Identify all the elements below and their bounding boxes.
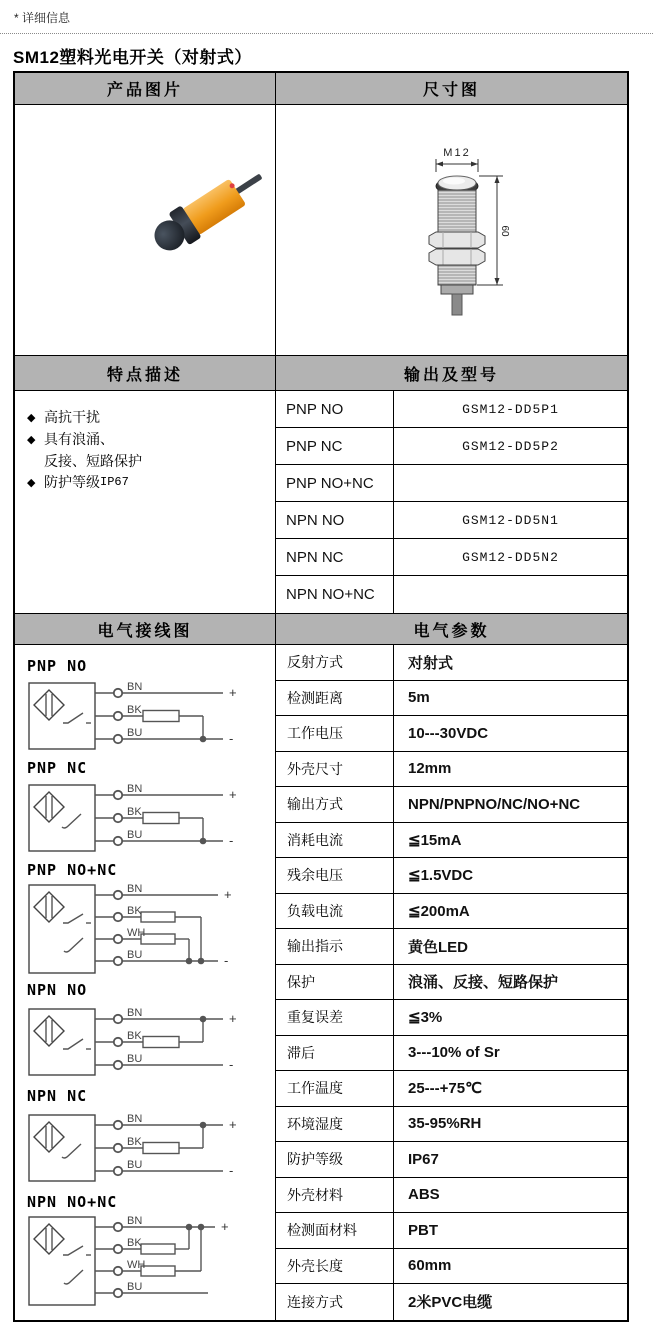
params-table	[276, 645, 627, 1320]
table-row	[276, 1000, 627, 1036]
wire-label-bn: BN	[127, 681, 143, 693]
output-models-header: 输出及型号	[276, 356, 627, 391]
model-number: GSM12-DD5P1	[462, 401, 559, 417]
output-type: PNP NC	[276, 428, 394, 464]
diagram-title: PNP NC	[27, 759, 88, 777]
output-type: NPN NO+NC	[276, 576, 394, 613]
wiring-header: 电气接线图	[15, 614, 276, 645]
param-value: IP67	[408, 1150, 439, 1168]
minus-label: -	[229, 731, 234, 746]
table-row	[276, 752, 627, 788]
table-row	[276, 1213, 627, 1249]
param-value: NPN/PNPNO/NC/NO+NC	[408, 795, 581, 813]
wire-label-bk: BK	[127, 1237, 142, 1249]
wire-label-bn: BN	[127, 783, 143, 795]
thread-size-label: M12	[443, 147, 471, 159]
feature-text: 防护等级	[44, 474, 100, 490]
wire-label-bu: BU	[127, 727, 143, 739]
table-row	[276, 1178, 627, 1214]
wiring-diagrams	[15, 645, 276, 1320]
features-header: 特点描述	[15, 356, 276, 391]
plus-label: +	[229, 1117, 237, 1132]
param-label: 输出方式	[276, 787, 394, 822]
feature-line	[27, 451, 269, 472]
minus-label: -	[229, 1163, 234, 1178]
param-label: 工作温度	[276, 1071, 394, 1106]
plus-label: +	[224, 887, 232, 902]
wiring-diagram-npn-nc	[23, 1087, 275, 1191]
param-label: 输出指示	[276, 929, 394, 964]
param-label: 环境湿度	[276, 1107, 394, 1142]
param-value: 对射式	[408, 654, 454, 672]
features-list	[15, 391, 276, 613]
table-row	[276, 1036, 627, 1072]
section1-header-row	[15, 73, 627, 105]
plus-label: +	[229, 1011, 237, 1026]
diagram-title: PNP NO	[27, 657, 88, 675]
section1-body-row	[15, 105, 627, 356]
wire-label-bu: BU	[127, 1159, 143, 1171]
sensor-product-photo	[146, 158, 273, 260]
wire-label-wh: WH	[127, 1259, 146, 1271]
diamond-bullet-icon: ◆	[27, 434, 36, 446]
wire-label-bk: BK	[127, 1030, 142, 1042]
table-row	[276, 539, 627, 576]
page-title: SM12塑料光电开关（对射式）	[13, 48, 252, 67]
param-value: ABS	[408, 1186, 440, 1204]
section2-body-row	[15, 391, 627, 614]
table-row	[276, 858, 627, 894]
param-label: 检测距离	[276, 681, 394, 716]
dimension-diagram	[393, 145, 563, 317]
wiring-diagram-npn-no	[23, 981, 275, 1085]
params-header: 电气参数	[276, 614, 627, 645]
table-row	[276, 1284, 627, 1320]
dimension-header: 尺寸图	[276, 73, 627, 105]
model-number: GSM12-DD5N2	[462, 549, 559, 565]
feature-text: 具有浪涌、	[44, 431, 114, 447]
feature-line	[27, 407, 269, 429]
dimension-diagram-cell	[276, 105, 627, 355]
model-number: GSM12-DD5N1	[462, 512, 559, 528]
param-value: 35-95%RH	[408, 1115, 482, 1133]
wire-label-bk: BK	[127, 905, 142, 917]
wire-label-bk: BK	[127, 806, 142, 818]
param-label: 外壳材料	[276, 1178, 394, 1213]
minus-label: -	[224, 953, 229, 968]
wiring-diagram-pnp-no-nc	[23, 861, 275, 979]
wire-label-bu: BU	[127, 1053, 143, 1065]
table-row	[276, 428, 627, 465]
wire-label-bu: BU	[127, 1281, 143, 1293]
wiring-diagram-npn-no-nc	[23, 1193, 275, 1311]
section2-header-row	[15, 356, 627, 391]
param-value: 2米PVC电缆	[408, 1294, 493, 1312]
output-type: NPN NC	[276, 539, 394, 575]
table-row	[276, 787, 627, 823]
output-model-table	[276, 391, 627, 613]
model-number: GSM12-DD5P2	[462, 438, 559, 454]
param-value: 5m	[408, 689, 430, 707]
param-value: ≦200mA	[408, 902, 470, 920]
param-value: ≦15mA	[408, 831, 462, 849]
output-type: PNP NO	[276, 391, 394, 427]
feature-line	[27, 472, 269, 494]
sensor-cable	[234, 173, 262, 194]
param-value: 10---30VDC	[408, 724, 489, 742]
plus-label: +	[221, 1219, 229, 1234]
param-label: 外壳长度	[276, 1249, 394, 1284]
wiring-diagram-pnp-no	[23, 657, 275, 757]
param-label: 残余电压	[276, 858, 394, 893]
param-value: 60mm	[408, 1257, 452, 1275]
diagram-title: PNP NO+NC	[27, 861, 118, 879]
param-value: ≦3%	[408, 1009, 443, 1027]
output-type: NPN NO	[276, 502, 394, 538]
wire-label-wh: WH	[127, 927, 146, 939]
diamond-bullet-icon	[27, 451, 44, 472]
param-label: 外壳尺寸	[276, 752, 394, 787]
feature-text-suffix: IP67	[100, 475, 129, 489]
param-value: 12mm	[408, 760, 452, 778]
wire-label-bu: BU	[127, 949, 143, 961]
minus-label: -	[229, 833, 234, 848]
spec-table	[13, 71, 629, 1322]
table-row	[276, 576, 627, 613]
param-value: ≦1.5VDC	[408, 867, 474, 885]
param-value: 黄色LED	[408, 938, 469, 956]
product-image-header: 产品图片	[15, 73, 276, 105]
table-row	[276, 823, 627, 859]
plus-label: +	[229, 685, 237, 700]
minus-label: -	[229, 1057, 234, 1072]
wire-label-bk: BK	[127, 704, 142, 716]
table-row	[276, 929, 627, 965]
section3-header-row	[15, 614, 627, 645]
table-row	[276, 1107, 627, 1143]
table-row	[276, 1071, 627, 1107]
table-row	[276, 1249, 627, 1285]
length-dimension-label: 60	[499, 225, 510, 237]
param-label: 检测面材料	[276, 1213, 394, 1248]
diamond-bullet-icon: ◆	[27, 477, 36, 489]
output-type: PNP NO+NC	[276, 465, 394, 501]
model-number	[394, 465, 627, 501]
wiring-diagram-pnp-nc	[23, 759, 275, 859]
wire-label-bn: BN	[127, 1113, 143, 1125]
param-label: 消耗电流	[276, 823, 394, 858]
param-label: 工作电压	[276, 716, 394, 751]
feature-line	[27, 429, 269, 451]
section3-body-row	[15, 645, 627, 1320]
plus-label: +	[229, 787, 237, 802]
table-row	[276, 894, 627, 930]
wire-label-bn: BN	[127, 1007, 143, 1019]
product-photo-cell	[15, 105, 276, 355]
wire-label-bn: BN	[127, 883, 143, 895]
param-value: 浪涌、反接、短路保护	[408, 974, 559, 992]
table-row	[276, 645, 627, 681]
table-row	[276, 681, 627, 717]
feature-text: 高抗干扰	[44, 409, 100, 425]
param-label: 连接方式	[276, 1284, 394, 1320]
param-label: 重复误差	[276, 1000, 394, 1035]
param-value: 3---10% of Sr	[408, 1044, 500, 1062]
table-row	[276, 1142, 627, 1178]
wire-label-bn: BN	[127, 1215, 143, 1227]
feature-text: 反接、短路保护	[44, 453, 142, 469]
table-row	[276, 502, 627, 539]
table-row	[276, 465, 627, 502]
param-label: 负载电流	[276, 894, 394, 929]
param-label: 滞后	[276, 1036, 394, 1071]
wire-label-bk: BK	[127, 1136, 142, 1148]
param-value: 25---+75℃	[408, 1080, 482, 1098]
diamond-bullet-icon: ◆	[27, 412, 36, 424]
detail-info-note: * 详细信息	[0, 0, 653, 34]
param-label: 保护	[276, 965, 394, 1000]
param-label: 反射方式	[276, 645, 394, 680]
model-number	[394, 576, 627, 613]
wire-label-bu: BU	[127, 829, 143, 841]
param-label: 防护等级	[276, 1142, 394, 1177]
table-row	[276, 716, 627, 752]
diagram-title: NPN NC	[27, 1087, 88, 1105]
table-row	[276, 965, 627, 1001]
diagram-title: NPN NO+NC	[27, 1193, 118, 1211]
sensor-led	[228, 182, 235, 189]
param-value: PBT	[408, 1221, 438, 1239]
table-row	[276, 391, 627, 428]
diagram-title: NPN NO	[27, 981, 88, 999]
